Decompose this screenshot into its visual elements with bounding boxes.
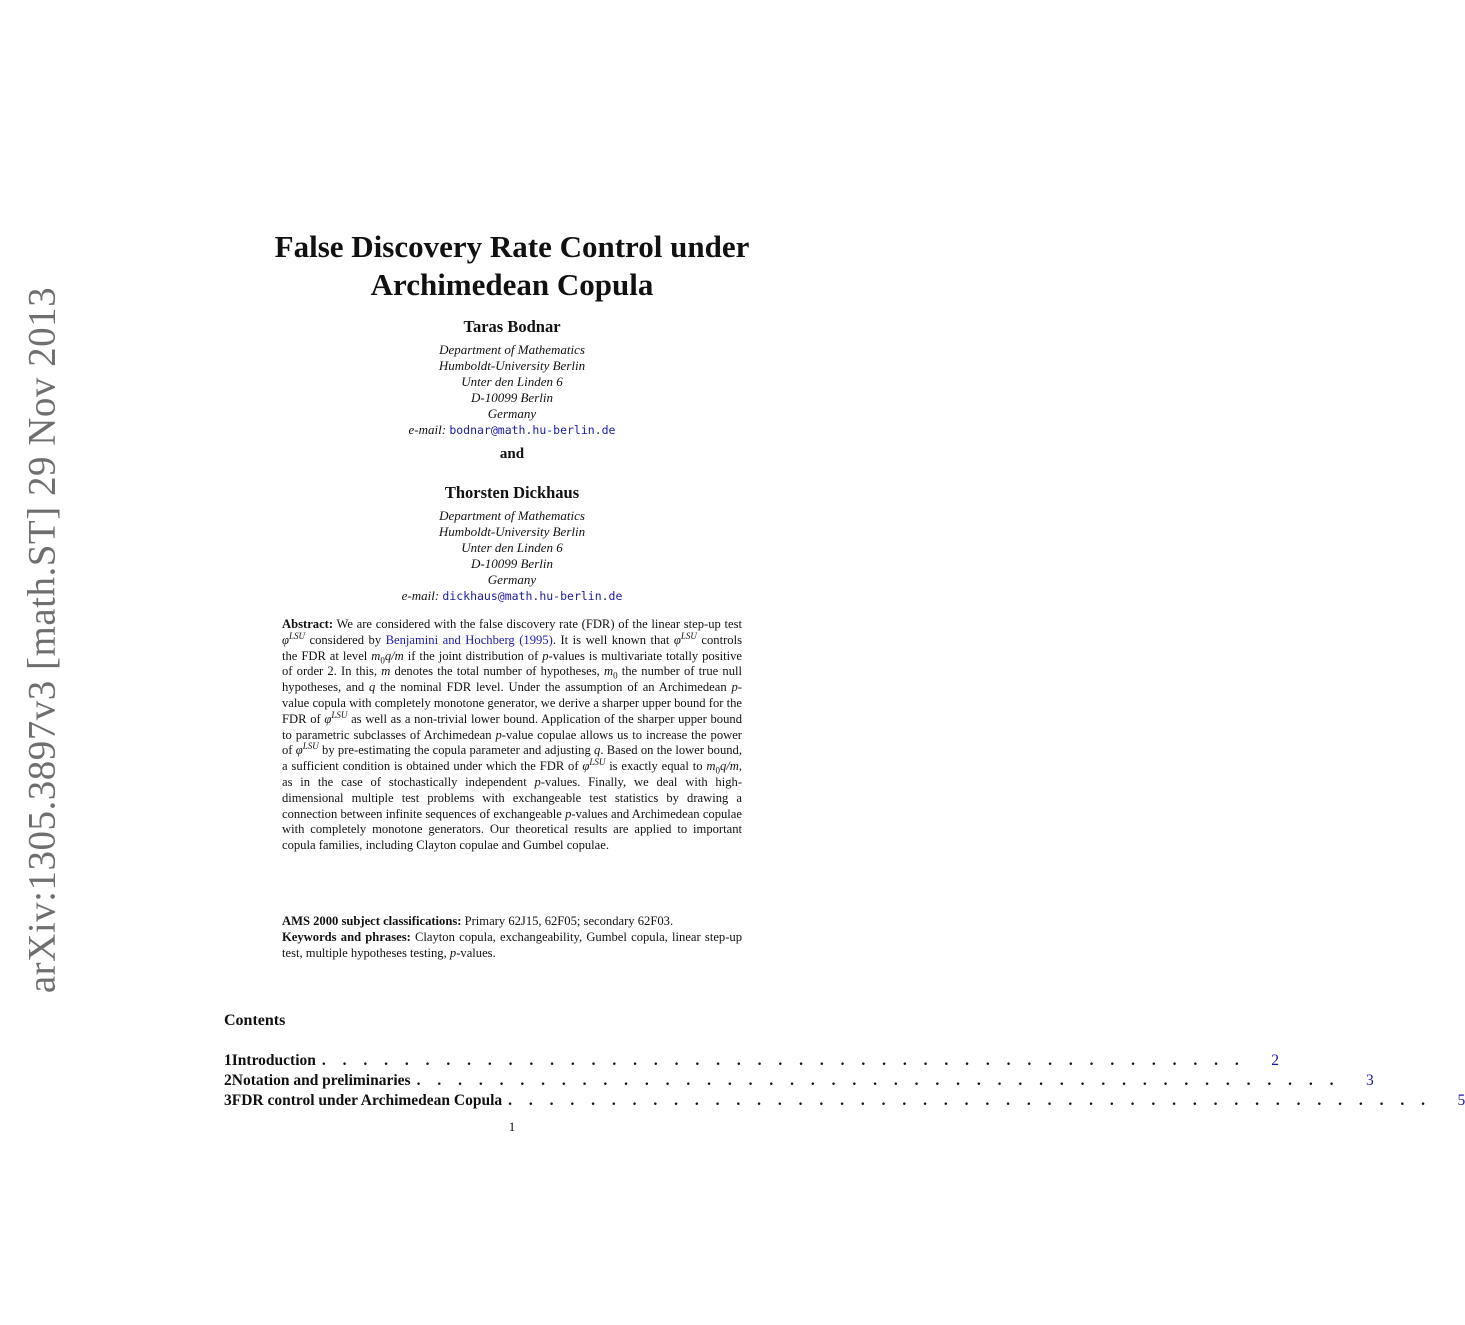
keywords-text: Clayton copula, exchangeability, Gumbel copula, linear step-up test, multiple hypotheses testing, [282,929,742,960]
email-label: e-mail: [408,422,450,437]
toc-entry[interactable] [224,1072,1374,1092]
abstract-text: -value copulae allows us to increase the power of [282,727,742,758]
author-block-1 [300,316,724,438]
abstract-text: the number of true null hypotheses, and [282,664,742,695]
toc-page-link[interactable]: 5 [1457,1092,1465,1109]
math-q-over-m: q/m [384,648,404,663]
affiliation-line: Humboldt-University Berlin [438,358,586,373]
toc-number: 1 [224,1052,232,1069]
math-m: m [381,664,391,679]
abstract-text: controls the FDR at level [282,632,742,663]
citation-link[interactable]: Benjamini and Hochberg (1995) [385,632,553,647]
affiliation-line: D-10099 Berlin [471,556,553,571]
keywords-text: -values. [456,945,496,960]
math-q: q [594,743,601,758]
affiliation-line: Unter den Linden 6 [461,374,563,389]
math-p: p [542,648,549,663]
abstract-text: -value copula with completely monotone generator, we derive a sharper upper bound for the FDR of [282,680,742,726]
abstract-text: -values. Finally, we deal with high-dimensional multiple test problems with exchangeable test statistics by drawing a connection between infinite sequences of exchangeable [282,774,743,821]
arxiv-identifier-stamp: arXiv:1305.3897v3 [math.ST] 29 Nov 2013 [20,286,64,994]
abstract-text: is exactly equal to [605,759,707,774]
toc-page-link[interactable]: 2 [1271,1052,1279,1069]
math-phi: φ [673,632,681,647]
ams-label: AMS 2000 subject classifications: [282,914,462,928]
math-phi: φ [295,743,303,758]
page-number: 1 [508,1119,516,1134]
keywords-label: Keywords and phrases: [282,929,411,944]
math-lsu: LSU [589,756,606,767]
math-m: m [706,759,716,774]
affiliation-line: Unter den Linden 6 [461,540,563,555]
math-p: p [495,727,502,742]
author-separator-and: and [499,446,525,462]
toc-leader-dots: . . . . . . . . . . . . . . . . . . . . . . . . . . . . . . . . . . . . . . . . . . . . . [321,1052,1246,1069]
math-phi: φ [582,759,590,774]
affiliation-line: Germany [487,572,537,587]
affiliation-line: Humboldt-University Berlin [438,524,586,539]
math-lsu: LSU [288,630,305,641]
classification-and-keywords [282,914,742,961]
keywords [282,930,742,962]
abstract-text: . Based on the lower bound, a sufficient condition is obtained under which the FDR of [282,743,742,774]
author-name: Thorsten Dickhaus [444,483,580,502]
author-email-link[interactable]: bodnar@math.hu-berlin.de [449,423,616,437]
abstract-text: -values is multivariate totally positive of order 2. In this, [282,648,742,679]
toc-title[interactable]: FDR control under Archimedean Copula [231,1092,503,1109]
math-phi: φ [282,632,289,647]
title-line-2: Archimedean Copula [370,267,654,302]
abstract-text: if the joint distribution of [403,648,543,663]
math-p: p [731,680,738,695]
math-subscript: 0 [613,670,618,681]
toc-leader-dots: . . . . . . . . . . . . . . . . . . . . . . . . . . . . . . . . . . . . . . . . . . . . . [508,1092,1432,1109]
abstract [282,617,742,854]
abstract-text: , as in the case of stochastically independent [282,759,742,789]
paper-title [160,228,864,304]
math-q-over-m: q/m [719,759,739,774]
affiliation-line: Department of Mathematics [439,342,585,357]
toc-entry[interactable] [224,1092,1465,1112]
author-name: Taras Bodnar [463,317,561,336]
math-p: p [449,945,457,960]
math-lsu: LSU [680,630,697,641]
toc-number: 2 [224,1072,232,1089]
abstract-text: the nominal FDR level. Under the assumption of an Archimedean [375,680,732,695]
abstract-text: considered by [304,632,386,647]
ams-classification [282,914,742,930]
author-affiliation [300,508,724,588]
math-subscript: 0 [715,765,720,776]
abstract-label: Abstract: [282,617,334,631]
math-phi: φ [324,711,332,726]
ams-text: Primary 62J15, 62F05; secondary 62F03. [461,914,674,928]
abstract-text: as well as a non-trivial lower bound. Application of the sharper upper bound to parametric subclasses of Archimedean [282,711,742,742]
title-line-1: False Discovery Rate Control under [274,229,750,264]
email-label: e-mail: [401,588,443,603]
math-p: p [565,806,572,821]
abstract-text: denotes the total number of hypotheses, [390,664,604,679]
abstract-text: . It is well known that [552,632,674,647]
toc-title[interactable]: Introduction [231,1052,316,1069]
math-lsu: LSU [331,709,348,720]
abstract-text: -values and Archimedean copulae with completely monotone generators. Our theoretical results are applied to important copula families, including Clayton copulae and Gumbel copulae. [282,806,742,853]
math-q: q [369,680,376,695]
table-of-contents [224,1052,1465,1112]
toc-number: 3 [224,1092,232,1109]
toc-leader-dots: . . . . . . . . . . . . . . . . . . . . . . . . . . . . . . . . . . . . . . . . . . . . . [416,1072,1340,1089]
affiliation-line: Germany [487,406,537,421]
author-block-2 [300,482,724,604]
math-p: p [534,774,541,789]
toc-entry[interactable] [224,1052,1279,1072]
math-lsu: LSU [302,741,319,752]
math-subscript: 0 [380,655,385,666]
contents-heading: Contents [224,1012,286,1029]
math-m: m [603,664,614,679]
affiliation-line: Department of Mathematics [439,508,585,523]
abstract-text: We are considered with the false discovery rate (FDR) of the linear step-up test [333,617,742,631]
abstract-text: by pre-estimating the copula parameter and adjusting [318,743,595,758]
affiliation-line: D-10099 Berlin [471,390,553,405]
toc-title[interactable]: Notation and preliminaries [231,1072,411,1089]
author-email-line [300,588,724,604]
author-email-line [300,422,724,438]
math-m: m [371,648,381,663]
author-email-link[interactable]: dickhaus@math.hu-berlin.de [442,589,623,603]
toc-page-link[interactable]: 3 [1365,1072,1374,1089]
author-affiliation [300,342,724,422]
